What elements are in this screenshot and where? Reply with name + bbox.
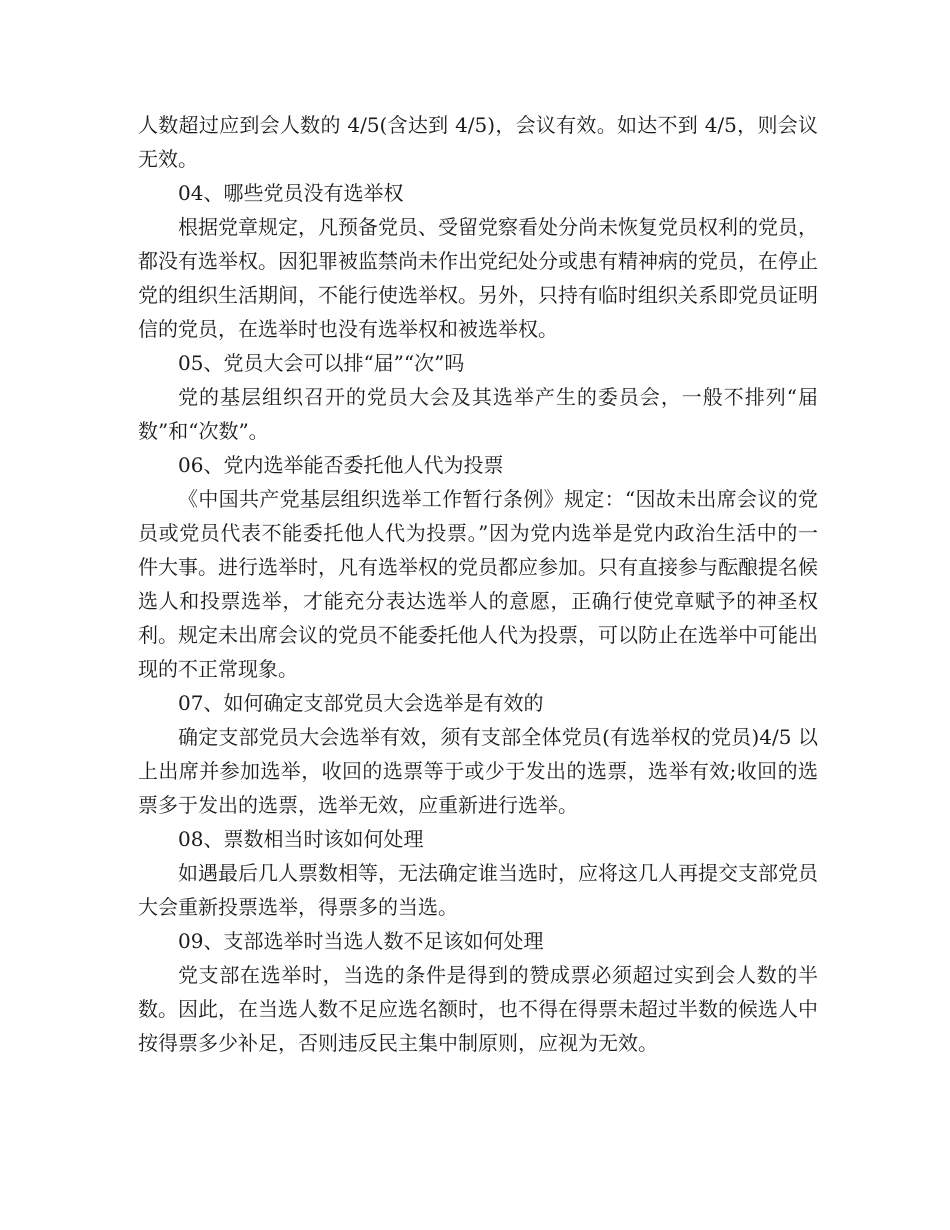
question-heading-04: 04、哪些党员没有选举权: [178, 181, 404, 205]
answer-paragraph-04: 根据党章规定，凡预备党员、受留党察看处分尚未恢复党员权利的党员，都没有选举权。因犯罪被监禁尚未作出党纪处分或患有精神病的党员，在停止党的组织生活期间，不能行使选举权。另外，只持有临时组织关系即党员证明信的党员，在选举时也没有选举权和被选举权。: [138, 215, 818, 341]
paragraph-continuation: 人数超过应到会人数的 4/5(含达到 4/5)，会议有效。如达不到 4/5，则会议无效。: [138, 113, 818, 171]
answer-paragraph-06: 《中国共产党基层组织选举工作暂行条例》规定：“因故未出席会议的党员或党员代表不能委托他人代为投票。”因为党内选举是党内政治生活中的一件大事。进行选举时，凡有选举权的党员都应参加。只有直接参与酝酿提名候选人和投票选举，才能充分表达选举人的意愿，正确行使党章赋予的神圣权利。规定未出席会议的党员不能委托他人代为投票，可以防止在选举中可能出现的不正常现象。: [138, 487, 818, 681]
answer-paragraph-08: 如遇最后几人票数相等，无法确定谁当选时，应将这几人再提交支部党员大会重新投票选举，得票多的当选。: [138, 861, 818, 919]
document-body: [138, 108, 818, 1060]
question-heading-06: 06、党内选举能否委托他人代为投票: [178, 453, 504, 477]
answer-paragraph-09: 党支部在选举时，当选的条件是得到的赞成票必须超过实到会人数的半数。因此，在当选人数不足应选名额时，也不得在得票未超过半数的候选人中按得票多少补足，否则违反民主集中制原则，应视为无效。: [138, 963, 818, 1055]
question-heading-07: 07、如何确定支部党员大会选举是有效的: [178, 691, 544, 715]
question-heading-09: 09、支部选举时当选人数不足该如何处理: [178, 929, 544, 953]
answer-paragraph-07: 确定支部党员大会选举有效，须有支部全体党员(有选举权的党员)4/5 以上出席并参加选举，收回的选票等于或少于发出的选票，选举有效;收回的选票多于发出的选票，选举无效，应重新进行选举。: [138, 725, 818, 817]
answer-paragraph-05: 党的基层组织召开的党员大会及其选举产生的委员会，一般不排列“届数”和“次数”。: [138, 385, 818, 443]
question-heading-05: 05、党员大会可以排“届”“次”吗: [178, 351, 465, 375]
question-heading-08: 08、票数相当时该如何处理: [178, 827, 424, 851]
